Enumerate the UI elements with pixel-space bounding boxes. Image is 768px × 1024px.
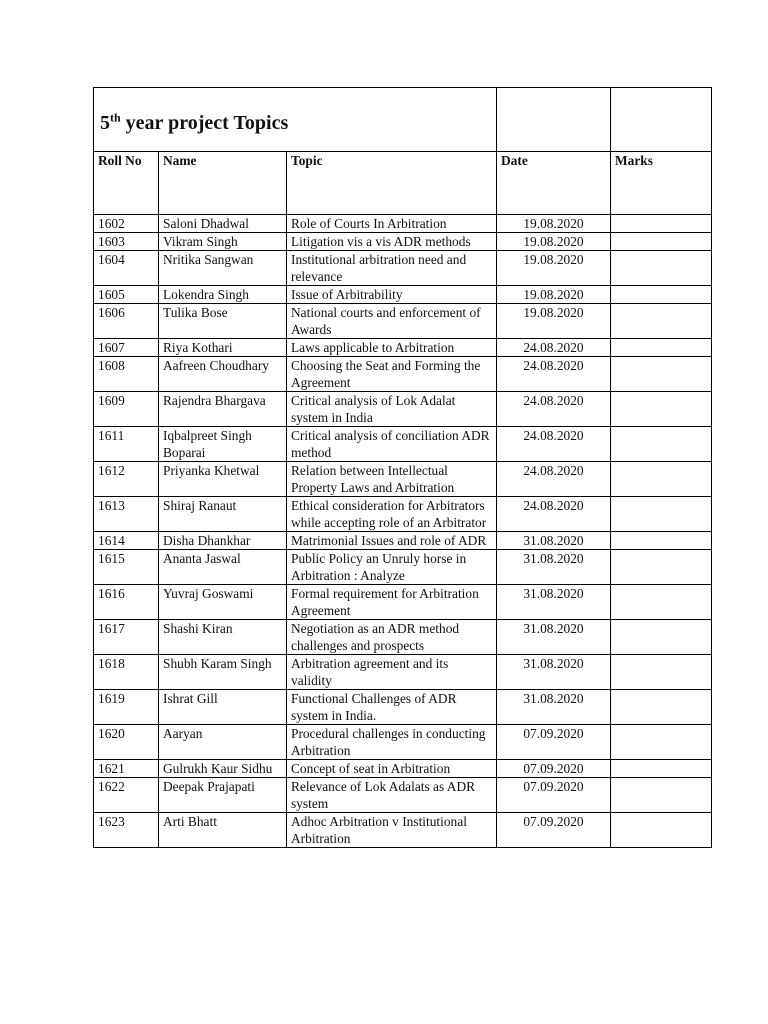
marks-cell [611, 339, 712, 357]
roll-no-cell: 1622 [94, 778, 159, 813]
name-cell: Rajendra Bhargava [159, 392, 287, 427]
topic-cell: Adhoc Arbitration v Institutional Arbitration [287, 813, 497, 848]
roll-no-cell: 1612 [94, 462, 159, 497]
topic-cell: Ethical consideration for Arbitrators while accepting role of an Arbitrator [287, 497, 497, 532]
roll-no-cell: 1623 [94, 813, 159, 848]
date-cell: 31.08.2020 [497, 585, 611, 620]
date-cell: 24.08.2020 [497, 357, 611, 392]
table-row [94, 304, 712, 339]
date-cell: 19.08.2020 [497, 304, 611, 339]
name-cell: Shubh Karam Singh [159, 655, 287, 690]
topic-cell: Functional Challenges of ADR system in India. [287, 690, 497, 725]
marks-cell [611, 304, 712, 339]
date-cell: 24.08.2020 [497, 497, 611, 532]
name-cell: Shashi Kiran [159, 620, 287, 655]
date-cell: 19.08.2020 [497, 233, 611, 251]
title-row [94, 88, 712, 152]
roll-no-cell: 1615 [94, 550, 159, 585]
name-cell: Shiraj Ranaut [159, 497, 287, 532]
topic-cell: Public Policy an Unruly horse in Arbitration : Analyze [287, 550, 497, 585]
name-cell: Priyanka Khetwal [159, 462, 287, 497]
roll-no-cell: 1614 [94, 532, 159, 550]
topic-cell: Procedural challenges in conducting Arbitration [287, 725, 497, 760]
marks-cell [611, 725, 712, 760]
roll-no-cell: 1609 [94, 392, 159, 427]
name-cell: Saloni Dhadwal [159, 215, 287, 233]
page-title [100, 107, 288, 132]
marks-cell [611, 532, 712, 550]
roll-no-cell: 1616 [94, 585, 159, 620]
title-number: 5 [100, 111, 110, 134]
roll-no-cell: 1613 [94, 497, 159, 532]
date-cell: 31.08.2020 [497, 690, 611, 725]
header-name: Name [159, 152, 287, 215]
table-row [94, 532, 712, 550]
topic-cell: National courts and enforcement of Awards [287, 304, 497, 339]
table-row [94, 339, 712, 357]
roll-no-cell: 1605 [94, 286, 159, 304]
header-marks: Marks [611, 152, 712, 215]
name-cell: Lokendra Singh [159, 286, 287, 304]
name-cell: Aaryan [159, 725, 287, 760]
marks-cell [611, 760, 712, 778]
project-topics-table [93, 87, 712, 848]
name-cell: Disha Dhankhar [159, 532, 287, 550]
date-cell: 31.08.2020 [497, 532, 611, 550]
table-row [94, 760, 712, 778]
title-marks-cell [611, 88, 712, 152]
title-cell [94, 88, 497, 152]
header-roll-no: Roll No [94, 152, 159, 215]
table-row [94, 813, 712, 848]
topic-cell: Formal requirement for Arbitration Agreement [287, 585, 497, 620]
date-cell: 19.08.2020 [497, 286, 611, 304]
table-row [94, 233, 712, 251]
title-date-cell [497, 88, 611, 152]
table-row [94, 497, 712, 532]
table-row [94, 778, 712, 813]
topic-cell: Critical analysis of conciliation ADR method [287, 427, 497, 462]
header-date: Date [497, 152, 611, 215]
roll-no-cell: 1608 [94, 357, 159, 392]
name-cell: Aafreen Choudhary [159, 357, 287, 392]
title-text: year project Topics [120, 111, 289, 134]
date-cell: 31.08.2020 [497, 550, 611, 585]
name-cell: Gulrukh Kaur Sidhu [159, 760, 287, 778]
roll-no-cell: 1618 [94, 655, 159, 690]
marks-cell [611, 215, 712, 233]
marks-cell [611, 427, 712, 462]
marks-cell [611, 550, 712, 585]
date-cell: 24.08.2020 [497, 427, 611, 462]
marks-cell [611, 813, 712, 848]
topic-cell: Matrimonial Issues and role of ADR [287, 532, 497, 550]
marks-cell [611, 392, 712, 427]
roll-no-cell: 1621 [94, 760, 159, 778]
table-row [94, 585, 712, 620]
topic-cell: Relevance of Lok Adalats as ADR system [287, 778, 497, 813]
name-cell: Vikram Singh [159, 233, 287, 251]
roll-no-cell: 1611 [94, 427, 159, 462]
date-cell: 07.09.2020 [497, 760, 611, 778]
date-cell: 19.08.2020 [497, 251, 611, 286]
marks-cell [611, 462, 712, 497]
table-row [94, 251, 712, 286]
topic-cell: Relation between Intellectual Property Laws and Arbitration [287, 462, 497, 497]
table-row [94, 286, 712, 304]
date-cell: 24.08.2020 [497, 462, 611, 497]
date-cell: 07.09.2020 [497, 813, 611, 848]
topic-cell: Negotiation as an ADR method challenges and prospects [287, 620, 497, 655]
table-row [94, 690, 712, 725]
roll-no-cell: 1602 [94, 215, 159, 233]
date-cell: 31.08.2020 [497, 655, 611, 690]
marks-cell [611, 585, 712, 620]
marks-cell [611, 620, 712, 655]
name-cell: Riya Kothari [159, 339, 287, 357]
name-cell: Iqbalpreet Singh Boparai [159, 427, 287, 462]
table-row [94, 462, 712, 497]
table-body [94, 88, 712, 848]
name-cell: Ananta Jaswal [159, 550, 287, 585]
table-row [94, 215, 712, 233]
header-row [94, 152, 712, 215]
topic-cell: Choosing the Seat and Forming the Agreement [287, 357, 497, 392]
marks-cell [611, 286, 712, 304]
marks-cell [611, 251, 712, 286]
marks-cell [611, 497, 712, 532]
roll-no-cell: 1620 [94, 725, 159, 760]
date-cell: 19.08.2020 [497, 215, 611, 233]
marks-cell [611, 357, 712, 392]
topic-cell: Litigation vis a vis ADR methods [287, 233, 497, 251]
name-cell: Arti Bhatt [159, 813, 287, 848]
table-row [94, 357, 712, 392]
topic-cell: Critical analysis of Lok Adalat system in India [287, 392, 497, 427]
name-cell: Deepak Prajapati [159, 778, 287, 813]
topic-cell: Role of Courts In Arbitration [287, 215, 497, 233]
roll-no-cell: 1603 [94, 233, 159, 251]
date-cell: 31.08.2020 [497, 620, 611, 655]
roll-no-cell: 1617 [94, 620, 159, 655]
date-cell: 24.08.2020 [497, 392, 611, 427]
topic-cell: Issue of Arbitrability [287, 286, 497, 304]
header-topic: Topic [287, 152, 497, 215]
table-row [94, 725, 712, 760]
title-superscript: th [110, 109, 121, 124]
table-row [94, 550, 712, 585]
date-cell: 24.08.2020 [497, 339, 611, 357]
topic-cell: Concept of seat in Arbitration [287, 760, 497, 778]
name-cell: Nritika Sangwan [159, 251, 287, 286]
topic-cell: Institutional arbitration need and relevance [287, 251, 497, 286]
roll-no-cell: 1619 [94, 690, 159, 725]
topic-cell: Laws applicable to Arbitration [287, 339, 497, 357]
roll-no-cell: 1604 [94, 251, 159, 286]
marks-cell [611, 778, 712, 813]
topic-cell: Arbitration agreement and its validity [287, 655, 497, 690]
table-row [94, 620, 712, 655]
date-cell: 07.09.2020 [497, 725, 611, 760]
roll-no-cell: 1607 [94, 339, 159, 357]
date-cell: 07.09.2020 [497, 778, 611, 813]
name-cell: Ishrat Gill [159, 690, 287, 725]
name-cell: Tulika Bose [159, 304, 287, 339]
name-cell: Yuvraj Goswami [159, 585, 287, 620]
marks-cell [611, 233, 712, 251]
table-row [94, 655, 712, 690]
table-row [94, 392, 712, 427]
marks-cell [611, 655, 712, 690]
roll-no-cell: 1606 [94, 304, 159, 339]
marks-cell [611, 690, 712, 725]
table-row [94, 427, 712, 462]
